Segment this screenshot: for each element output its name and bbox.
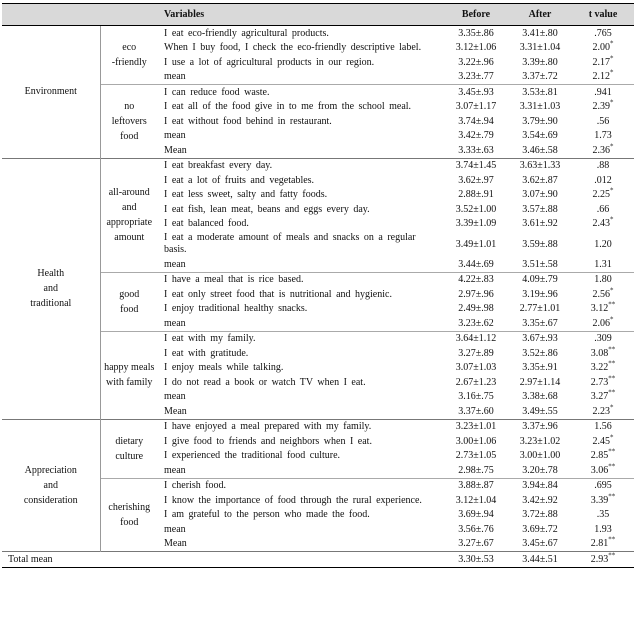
item-text: I eat with gratitude. (164, 347, 249, 359)
before-value: 3.44±.69 (458, 258, 494, 270)
significance-marker: ** (608, 388, 616, 397)
t-value (572, 272, 634, 287)
after-value: 3.23±1.02 (519, 435, 561, 447)
t-number: 2.36 (592, 144, 610, 156)
t-value (572, 100, 634, 115)
before-value: 3.64±1.12 (444, 331, 508, 346)
header-t-value: t value (572, 4, 634, 26)
t-number: 1.56 (594, 421, 612, 433)
item-text: mean (164, 258, 186, 270)
t-value (572, 331, 634, 346)
significance-marker: * (610, 403, 614, 412)
before-value: 3.22±.96 (458, 56, 494, 68)
t-number: 3.22 (590, 362, 609, 374)
after-value: 3.54±.69 (522, 130, 558, 142)
before-value: 3.74±1.45 (444, 158, 508, 173)
significance-marker: ** (608, 359, 616, 368)
subgroup-label: good food (100, 272, 158, 331)
t-number: 2.00 (592, 42, 610, 54)
before-value: 2.67±1.23 (455, 376, 497, 388)
t-number: 3.06 (590, 464, 609, 476)
header-before: Before (444, 4, 508, 26)
t-value (572, 202, 634, 217)
item-text: I eat only street food that is nutritional and hygienic. (164, 288, 392, 300)
item-text: I give food to friends and neighbors when I eat. (164, 435, 372, 447)
t-number: 1.20 (594, 238, 612, 250)
after-value: 3.38±.68 (522, 391, 558, 403)
item-text: mean (164, 71, 186, 83)
t-value (572, 478, 634, 493)
item-text: Mean (164, 405, 187, 417)
t-number: 2.56 (592, 288, 610, 300)
before-value: 3.56±.76 (458, 523, 494, 535)
item-text: I experienced the traditional food culture. (164, 450, 341, 462)
after-value: 3.63±1.33 (508, 158, 572, 173)
before-value: 3.37±.60 (458, 405, 494, 417)
before-value: 3.16±.75 (458, 391, 494, 403)
after-value: 3.45±.67 (522, 538, 558, 550)
item-text: I am grateful to the person who made the food. (164, 509, 370, 521)
significance-marker: * (610, 39, 614, 48)
after-value: 3.61±.92 (522, 218, 558, 230)
before-value: 3.12±1.04 (455, 494, 497, 506)
table-row (2, 26, 634, 41)
table-body (2, 26, 634, 568)
before-value: 3.62±.97 (458, 174, 494, 186)
significance-marker: ** (608, 551, 616, 560)
after-value: 3.46±.58 (522, 144, 558, 156)
t-value (572, 302, 634, 317)
section-label: Appreciation and consideration (2, 419, 100, 552)
t-number: .012 (594, 174, 612, 186)
t-value (572, 508, 634, 523)
after-value: 3.72±.88 (522, 509, 558, 521)
header-after: After (508, 4, 572, 26)
item-text: mean (164, 523, 186, 535)
t-number: 2.23 (592, 405, 610, 417)
before-value: 3.35±.86 (444, 26, 508, 41)
t-value (572, 158, 634, 173)
after-value: 3.31±1.03 (519, 101, 561, 113)
significance-marker: * (610, 142, 614, 151)
header-blank (2, 4, 158, 26)
significance-marker: * (610, 54, 614, 63)
t-value (572, 143, 634, 158)
section-label: Health and traditional (2, 158, 100, 419)
item-text: I enjoy meals while talking. (164, 362, 284, 374)
after-value: 3.67±.93 (508, 331, 572, 346)
before-value: 3.27±.89 (458, 347, 494, 359)
t-number: .695 (594, 480, 612, 492)
before-value: 2.73±1.05 (455, 450, 497, 462)
item-text: I enjoy traditional healthy snacks. (164, 303, 308, 315)
after-value: 3.42±.92 (522, 494, 558, 506)
after-value: 2.97±1.14 (519, 376, 561, 388)
t-number: 2.06 (592, 317, 610, 329)
t-number: .765 (594, 27, 612, 39)
t-value (572, 217, 634, 232)
after-value: 4.09±.79 (508, 272, 572, 287)
significance-marker: * (610, 286, 614, 295)
t-value (572, 287, 634, 302)
subgroup-label: no leftovers food (100, 85, 158, 159)
t-number: 2.39 (592, 101, 610, 113)
significance-marker: ** (608, 447, 616, 456)
item-text: I eat balanced food. (164, 218, 249, 230)
subgroup-label: dietary culture (100, 419, 158, 478)
t-value (572, 361, 634, 376)
t-number: 2.12 (592, 71, 610, 83)
after-value: 3.52±.86 (522, 347, 558, 359)
significance-marker: ** (608, 374, 616, 383)
significance-marker: * (610, 98, 614, 107)
section-label: Environment (2, 26, 100, 159)
t-value (572, 173, 634, 188)
t-value (572, 449, 634, 464)
t-value (572, 41, 634, 56)
significance-marker: ** (608, 462, 616, 471)
after-value: 3.07±.90 (522, 189, 558, 201)
header-variables: Variables (158, 4, 444, 26)
before-value: 3.12±1.06 (455, 42, 497, 54)
t-value (572, 493, 634, 508)
item-text: I can reduce food waste. (158, 85, 444, 100)
before-value: 3.07±1.03 (455, 362, 497, 374)
before-value: 3.45±.93 (444, 85, 508, 100)
t-number: .88 (596, 160, 610, 172)
item-text: mean (164, 464, 186, 476)
before-value: 3.52±1.00 (455, 203, 497, 215)
after-value: 3.49±.55 (522, 405, 558, 417)
after-value: 3.20±.78 (522, 464, 558, 476)
subgroup-label: all-around and appropriate amount (100, 158, 158, 272)
after-value: 3.41±.80 (508, 26, 572, 41)
before-value: 3.23±.77 (458, 71, 494, 83)
t-value (572, 390, 634, 405)
item-text: mean (164, 317, 186, 329)
subgroup-label: eco -friendly (100, 26, 158, 85)
before-value: 3.88±.87 (444, 478, 508, 493)
before-value: 3.69±.94 (458, 509, 494, 521)
t-number: 3.12 (590, 303, 609, 315)
t-value (572, 188, 634, 203)
item-text: I eat a moderate amount of meals and snacks on a regular basis. (164, 232, 416, 255)
item-text: I eat breakfast every day. (158, 158, 444, 173)
before-value: 3.33±.63 (458, 144, 494, 156)
results-table (2, 3, 634, 568)
significance-marker: * (610, 215, 614, 224)
item-text: I eat with my family. (158, 331, 444, 346)
after-value: 3.69±.72 (522, 523, 558, 535)
after-value: 3.53±.81 (508, 85, 572, 100)
before-value: 3.39±1.09 (455, 218, 497, 230)
t-value (572, 419, 634, 434)
item-text: I eat without food behind in restaurant. (164, 115, 332, 127)
item-text: I do not read a book or watch TV when I eat. (164, 376, 366, 388)
t-number: 2.43 (592, 218, 610, 230)
after-value: 3.19±.96 (522, 288, 558, 300)
after-value: 3.37±.96 (508, 419, 572, 434)
after-value: 3.59±.88 (522, 238, 558, 250)
significance-marker: ** (608, 492, 616, 501)
t-number: .309 (594, 333, 612, 345)
item-text: I eat fish, lean meat, beans and eggs every day. (164, 203, 370, 215)
t-number: .35 (596, 509, 610, 521)
t-number: 3.39 (590, 494, 609, 506)
before-value: 3.74±.94 (458, 115, 494, 127)
t-value (572, 404, 634, 419)
before-value: 2.49±.98 (458, 303, 494, 315)
t-value (572, 85, 634, 100)
before-value: 3.00±1.06 (455, 435, 497, 447)
t-value (572, 26, 634, 41)
item-text: I have enjoyed a meal prepared with my family. (158, 419, 444, 434)
t-number: 2.45 (592, 435, 610, 447)
after-value: 3.31±1.04 (519, 42, 561, 54)
t-number: 1.80 (594, 274, 612, 286)
t-value (572, 257, 634, 272)
t-value (572, 537, 634, 552)
t-number: 2.25 (592, 189, 610, 201)
t-number: 3.08 (590, 347, 609, 359)
significance-marker: ** (608, 345, 616, 354)
before-value: 3.07±1.17 (455, 101, 497, 113)
before-value: 3.49±1.01 (455, 238, 497, 250)
after-value: 3.00±1.00 (519, 450, 561, 462)
t-value (572, 231, 634, 257)
table-row (2, 419, 634, 434)
t-number: 2.17 (592, 56, 610, 68)
before-value: 3.27±.67 (458, 538, 494, 550)
before-value: 3.23±.62 (458, 317, 494, 329)
before-value: 4.22±.83 (444, 272, 508, 287)
item-text: I use a lot of agricultural products in our region. (164, 56, 375, 68)
t-number: 2.81 (590, 538, 609, 550)
t-value (572, 114, 634, 129)
item-text: When I buy food, I check the eco-friendly descriptive label. (164, 42, 422, 54)
t-number: 3.27 (590, 391, 609, 403)
total-label: Total mean (2, 552, 444, 568)
after-value: 3.94±.84 (508, 478, 572, 493)
t-number: .941 (594, 86, 612, 98)
after-value: 3.51±.58 (522, 258, 558, 270)
before-value: 3.23±1.01 (444, 419, 508, 434)
item-text: Mean (164, 144, 187, 156)
total-before: 3.30±.53 (444, 552, 508, 568)
after-value: 3.35±.67 (522, 317, 558, 329)
item-text: mean (164, 130, 186, 142)
table-row (2, 158, 634, 173)
t-number: 2.93 (590, 553, 609, 565)
significance-marker: ** (608, 535, 616, 544)
item-text: I have a meal that is rice based. (158, 272, 444, 287)
t-value (572, 70, 634, 85)
t-value (572, 316, 634, 331)
total-after: 3.44±.51 (508, 552, 572, 568)
before-value: 2.98±.75 (458, 464, 494, 476)
t-number: 1.93 (594, 523, 612, 535)
total-t-value (572, 552, 634, 568)
item-text: I know the importance of food through the rural experience. (164, 494, 422, 506)
t-value (572, 129, 634, 144)
significance-marker: * (610, 186, 614, 195)
t-value (572, 522, 634, 537)
significance-marker: ** (608, 300, 616, 309)
item-text: I cherish food. (158, 478, 444, 493)
t-number: 2.73 (590, 376, 609, 388)
item-text: Mean (164, 538, 187, 550)
t-number: .56 (596, 115, 610, 127)
after-value: 3.39±.80 (522, 56, 558, 68)
item-text: I eat less sweet, salty and fatty foods. (164, 189, 328, 201)
total-row (2, 552, 634, 568)
before-value: 2.97±.96 (458, 288, 494, 300)
t-number: 1.31 (594, 258, 612, 270)
item-text: I eat all of the food give in to me from the school meal. (164, 101, 412, 113)
before-value: 2.88±.91 (458, 189, 494, 201)
subgroup-label: cherishing food (100, 478, 158, 552)
item-text: I eat a lot of fruits and vegetables. (164, 174, 315, 186)
header-row (2, 4, 634, 26)
t-value (572, 463, 634, 478)
significance-marker: * (610, 433, 614, 442)
t-value (572, 346, 634, 361)
item-text: I eat eco-friendly agricultural products. (158, 26, 444, 41)
t-value (572, 375, 634, 390)
t-number: 1.73 (594, 130, 612, 142)
item-text: mean (164, 391, 186, 403)
after-value: 3.57±.88 (522, 203, 558, 215)
t-number: .66 (596, 203, 610, 215)
significance-marker: * (610, 68, 614, 77)
table-header (2, 4, 634, 26)
after-value: 2.77±1.01 (519, 303, 561, 315)
after-value: 3.35±.91 (522, 362, 558, 374)
t-value (572, 434, 634, 449)
t-value (572, 55, 634, 70)
subgroup-label: happy meals with family (100, 331, 158, 419)
after-value: 3.62±.87 (522, 174, 558, 186)
after-value: 3.37±.72 (522, 71, 558, 83)
before-value: 3.42±.79 (458, 130, 494, 142)
t-number: 2.85 (590, 450, 609, 462)
after-value: 3.79±.90 (522, 115, 558, 127)
significance-marker: * (610, 315, 614, 324)
